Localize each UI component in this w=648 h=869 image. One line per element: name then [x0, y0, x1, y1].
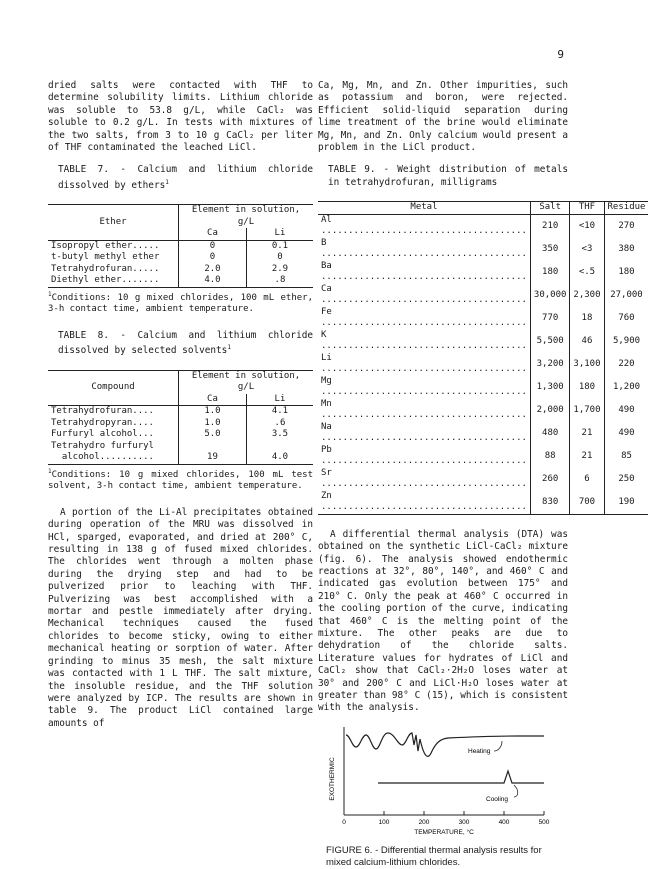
- table-cell: 0.1: [246, 240, 313, 252]
- table-row: [48, 418, 313, 430]
- table-cell: 21: [570, 422, 604, 445]
- table-row: [318, 353, 648, 376]
- table-row: [48, 452, 313, 464]
- table-cell: Isopropyl ether.....: [51, 240, 160, 251]
- table-row: [318, 422, 648, 445]
- table-row: [318, 214, 648, 238]
- table-cell: 1,300: [530, 376, 570, 399]
- table-cell: Furfuryl alcohol...: [51, 429, 154, 440]
- table-row: [318, 261, 648, 284]
- table7-subheader-li: Li: [246, 228, 313, 240]
- table-cell: 260: [530, 468, 570, 491]
- table8-group-header: Element in solution, g/L: [179, 370, 314, 394]
- table-cell-metal: B .....: [318, 238, 530, 261]
- table-cell-metal: Na .....: [318, 422, 530, 445]
- table-cell: Tetrahydro furfuryl: [51, 440, 154, 451]
- table-cell-metal: Fe .....: [318, 307, 530, 330]
- table-cell: 250: [604, 468, 648, 491]
- table-cell: 220: [604, 353, 648, 376]
- heating-curve: [346, 733, 544, 756]
- table-cell: 2.9: [246, 264, 313, 276]
- table-cell: 2,000: [530, 399, 570, 422]
- table-row: [48, 441, 313, 453]
- table8-subheader-li: Li: [246, 394, 313, 406]
- table-cell: 180: [530, 261, 570, 284]
- table7-group-header: Element in solution, g/L: [179, 205, 314, 229]
- table-cell: 490: [604, 422, 648, 445]
- table-cell: 88: [530, 445, 570, 468]
- table-cell: 85: [604, 445, 648, 468]
- right-column: [318, 80, 646, 869]
- table8-footnote: $^1$Conditions: 10 g mixed chlorides, 100 mL test solvent, 3-h contact time, ambient temperature.: [48, 467, 313, 492]
- table-cell: <3: [570, 238, 604, 261]
- table-cell: <.5: [570, 261, 604, 284]
- table-cell: t-butyl methyl ether: [51, 252, 160, 263]
- table-cell: 18: [570, 307, 604, 330]
- table-row: [318, 445, 648, 468]
- table-cell: 270: [604, 214, 648, 238]
- table-cell-metal: Sr .....: [318, 468, 530, 491]
- table-cell: Tetrahydrofuran.....: [51, 263, 160, 274]
- table-row: [318, 491, 648, 515]
- table-row: [48, 275, 313, 287]
- table-cell: 1,200: [604, 376, 648, 399]
- x-tick-label: 200: [418, 818, 430, 826]
- table8: [48, 370, 313, 465]
- table-cell-metal: Mg .....: [318, 376, 530, 399]
- table-cell: 4.0: [179, 275, 247, 287]
- table-row: [48, 252, 313, 264]
- table-cell: [246, 441, 313, 453]
- table7: [48, 204, 313, 288]
- table-cell-metal: Li .....: [318, 353, 530, 376]
- table-cell: 1.0: [179, 406, 247, 418]
- cooling-curve: [378, 771, 544, 783]
- table-cell: 4.0: [246, 452, 313, 464]
- table8-caption: TABLE 8. - Calcium and lithium chloride dissolved by selected solvents$^1$: [58, 329, 313, 357]
- heating-arrow: [494, 741, 502, 751]
- table-cell: 27,000: [604, 284, 648, 307]
- table-cell: 210: [530, 214, 570, 238]
- table-cell: 180: [570, 376, 604, 399]
- table8-subheader-ca: Ca: [179, 394, 247, 406]
- table-cell: 4.1: [246, 406, 313, 418]
- table-cell: 1.0: [179, 418, 247, 430]
- table-cell: 190: [604, 491, 648, 515]
- table-cell: 830: [530, 491, 570, 515]
- table-cell-metal: Zn .....: [318, 491, 530, 515]
- right-paragraph-2: A differential thermal analysis (DTA) was obtained on the synthetic LiCl-CaCl₂ mixture (fig. 6). The analysis showed endothermic reactions at 32°, 80°, 140°, and 460° C and indicated gas evolution between 175° and 210° C. Only the peak at 460° C occurred in the cooling portion of the curve, indicating that 460° C is the melting point of the mixture. The other peaks are due to dehydration of the chloride salts. Literature values for hydrates of LiCl and CaCl₂ show that CaCl₂·2H₂O loses water at 30° and 200° C and LiCl·H₂O loses water at greater than 98° C (15), which is consistent with the analysis.: [318, 528, 568, 714]
- x-ticks: [344, 811, 544, 815]
- x-tick-label: 100: [378, 818, 390, 826]
- x-tick-label: 400: [498, 818, 510, 826]
- table-cell: 700: [570, 491, 604, 515]
- table-cell: .6: [246, 418, 313, 430]
- figure-6: [318, 721, 568, 869]
- table7-subheader-ca: Ca: [179, 228, 247, 240]
- x-axis-label: TEMPERATURE, °C: [414, 828, 474, 836]
- table-cell: 21: [570, 445, 604, 468]
- x-tick-label: 300: [458, 818, 470, 826]
- table-cell: 1,700: [570, 399, 604, 422]
- table-cell: 350: [530, 238, 570, 261]
- table-cell: 380: [604, 238, 648, 261]
- table9-header-residue: Residue: [604, 202, 648, 215]
- table-row: [48, 264, 313, 276]
- table8-col-header: Compound: [48, 370, 179, 406]
- table9-header-salt: Salt: [530, 202, 570, 215]
- table-cell: [179, 441, 247, 453]
- table-cell: 30,000: [530, 284, 570, 307]
- figure-caption: FIGURE 6. - Differential thermal analysis results for mixed calcium-lithium chlorides.: [326, 845, 542, 869]
- table-cell: 480: [530, 422, 570, 445]
- table-cell: 5,500: [530, 330, 570, 353]
- x-tick-labels: [342, 819, 550, 826]
- table9-header-metal: Metal: [410, 202, 438, 213]
- table-cell: Diethyl ether.......: [51, 275, 160, 286]
- x-tick-label: 500: [538, 818, 550, 826]
- table-cell: Tetrahydrofuran....: [51, 406, 154, 417]
- table9-header-thf: THF: [570, 202, 604, 215]
- table9: [318, 201, 648, 515]
- table-cell: 2,300: [570, 284, 604, 307]
- table-cell-metal: Al .....: [318, 214, 530, 238]
- table-row: [318, 307, 648, 330]
- table-row: [318, 284, 648, 307]
- table9-caption: TABLE 9. - Weight distribution of metals in tetrahydrofuran, milligrams: [328, 164, 568, 188]
- table-cell: 0: [179, 252, 247, 264]
- table-cell: <10: [570, 214, 604, 238]
- table7-caption: TABLE 7. - Calcium and lithium chloride dissolved by ethers$^1$: [58, 164, 313, 191]
- table-row: [318, 399, 648, 422]
- table-cell: Tetrahydropyran....: [51, 417, 154, 428]
- table-cell-metal: Ba .....: [318, 261, 530, 284]
- y-axis-label: EXOTHERMIC: [329, 757, 336, 801]
- table-row: [318, 468, 648, 491]
- table-cell-metal: K .....: [318, 330, 530, 353]
- table-row: [48, 240, 313, 252]
- table7-col-header: Ether: [48, 205, 179, 241]
- table-cell: 0: [179, 240, 247, 252]
- table-cell: 46: [570, 330, 604, 353]
- left-paragraph-1: dried salts were contacted with THF to determine solubility limits. Lithium chloride was soluble to 53.8 g/L, while CaCl₂ was soluble to 0.2 g/L. In tests with mixtures of the two salts, from 3 to 10 g CaCl₂ per liter of THF contaminated the leached LiCl.: [48, 80, 313, 154]
- right-paragraph-1: Ca, Mg, Mn, and Zn. Other impurities, such as potassium and boron, were rejected. Efficient solid-liquid separation during lime treatment of the brine would eliminate Mg, Mn, and Zn. Only calcium would present a problem in the LiCl product.: [318, 80, 568, 154]
- table-cell: 19: [179, 452, 247, 464]
- page-number: 9: [557, 48, 564, 61]
- table-row: [318, 376, 648, 399]
- cooling-label: Cooling: [486, 795, 509, 803]
- table-cell: 3,100: [570, 353, 604, 376]
- table-cell-metal: Pb .....: [318, 445, 530, 468]
- table-cell: 2.0: [179, 264, 247, 276]
- table-row: [318, 238, 648, 261]
- table-cell: 770: [530, 307, 570, 330]
- table-cell: 3.5: [246, 429, 313, 441]
- table7-footnote: $^1$Conditions: 10 g mixed chlorides, 100 mL ether, 3-h contact time, ambient temperature.: [48, 290, 313, 315]
- left-paragraph-2: A portion of the Li-Al precipitates obtained during operation of the MRU was dissolved in HCl, sparged, evaporated, and dried at 200° C, resulting in 138 g of fused mixed chlorides. The chlorides went through a molten phase during the drying step and had to be pulverized prior to leaching with THF. Pulverizing was best accomplished with a mortar and pestle immediately after drying. Mechanical techniques caused the fused chlorides to become sticky, owing to either mechanical heating or sorption of water. After grinding to minus 35 mesh, the salt mixture was contacted with 1 L THF. The salt mixture, the insoluble residue, and the THF solution were analyzed by ICP. The results are shown in table 9. The product LiCl contained large amounts of: [48, 506, 313, 729]
- table-cell-metal: Ca .....: [318, 284, 530, 307]
- table-row: [318, 330, 648, 353]
- table-cell: .8: [246, 275, 313, 287]
- table-cell-metal: Mn .....: [318, 399, 530, 422]
- x-tick-label: 0: [342, 818, 346, 826]
- table-cell: 3,200: [530, 353, 570, 376]
- left-column: [48, 80, 313, 740]
- table-cell: alcohol..........: [51, 452, 154, 463]
- table-row: [48, 429, 313, 441]
- table-row: [48, 406, 313, 418]
- table-cell: 6: [570, 468, 604, 491]
- table-cell: 490: [604, 399, 648, 422]
- heating-label: Heating: [468, 747, 491, 755]
- table-cell: 5.0: [179, 429, 247, 441]
- dta-chart: [318, 721, 568, 837]
- table-cell: 760: [604, 307, 648, 330]
- table-cell: 0: [246, 252, 313, 264]
- table-cell: 5,900: [604, 330, 648, 353]
- cooling-arrow: [514, 785, 518, 797]
- table-cell: 180: [604, 261, 648, 284]
